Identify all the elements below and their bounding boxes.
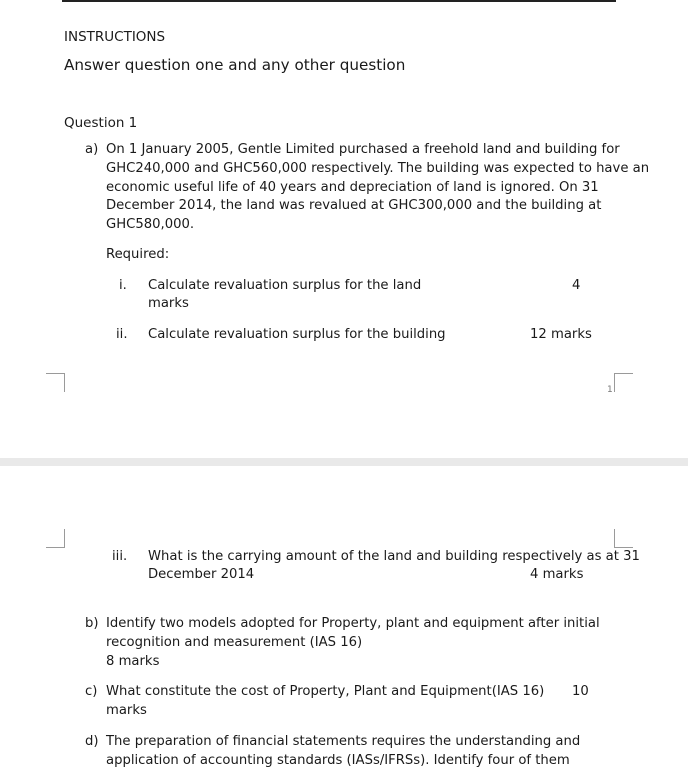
item-ii-marks: 12 marks xyxy=(530,327,592,342)
crop-mark-top-right xyxy=(614,529,633,548)
item-i-marks-continued: marks xyxy=(148,296,189,311)
item-i-number: i. xyxy=(119,278,127,293)
item-iii-marks: 4 marks xyxy=(530,567,584,582)
part-b-line-2: recognition and measurement (IAS 16) xyxy=(106,635,363,650)
crop-mark-bottom-left xyxy=(46,373,65,392)
part-a-line-1: On 1 January 2005, Gentle Limited purchased a freehold land and building for xyxy=(106,142,620,157)
item-iii-text: What is the carrying amount of the land and building respectively as at 31 xyxy=(148,549,640,564)
part-d-label: d) xyxy=(85,734,99,749)
crop-mark-bottom-right xyxy=(614,373,633,392)
part-b-line-1: Identify two models adopted for Property, plant and equipment after initial xyxy=(106,616,600,631)
item-i-text: Calculate revaluation surplus for the land xyxy=(148,278,422,293)
item-ii-number: ii. xyxy=(116,327,128,342)
part-b-marks: 8 marks xyxy=(106,654,160,669)
item-i-marks: 4 xyxy=(572,278,581,293)
page-number: 1 xyxy=(607,385,613,395)
part-d-line-2: application of accounting standards (IASs/IFRSs). Identify four of them xyxy=(106,753,570,768)
item-ii-text: Calculate revaluation surplus for the building xyxy=(148,327,446,342)
part-c-marks-continued: marks xyxy=(106,703,147,718)
part-c-marks: 10 xyxy=(572,684,589,699)
question-1-title: Question 1 xyxy=(64,115,138,131)
crop-mark-top-left xyxy=(46,529,65,548)
instructions-heading: INSTRUCTIONS xyxy=(64,29,166,45)
instructions-text: Answer question one and any other question xyxy=(64,56,406,74)
part-a-line-2: GHC240,000 and GHC560,000 respectively. The building was expected to have an xyxy=(106,161,650,176)
part-c-line-1: What constitute the cost of Property, Plant and Equipment(IAS 16) xyxy=(106,684,545,699)
part-a-line-3: economic useful life of 40 years and depreciation of land is ignored. On 31 xyxy=(106,180,599,195)
page-gap xyxy=(0,458,688,466)
part-c-label: c) xyxy=(85,684,98,699)
required-label: Required: xyxy=(106,247,170,262)
part-a-line-4: December 2014, the land was revalued at GHC300,000 and the building at xyxy=(106,198,602,213)
document-page-2 xyxy=(0,466,688,768)
part-a-line-5: GHC580,000. xyxy=(106,217,195,232)
part-d-line-1: The preparation of financial statements requires the understanding and xyxy=(106,734,581,749)
page-top-rule xyxy=(62,0,616,2)
part-b-label: b) xyxy=(85,616,99,631)
item-iii-text-2: December 2014 xyxy=(148,567,255,582)
item-iii-number: iii. xyxy=(112,549,128,564)
part-a-label: a) xyxy=(85,142,99,157)
